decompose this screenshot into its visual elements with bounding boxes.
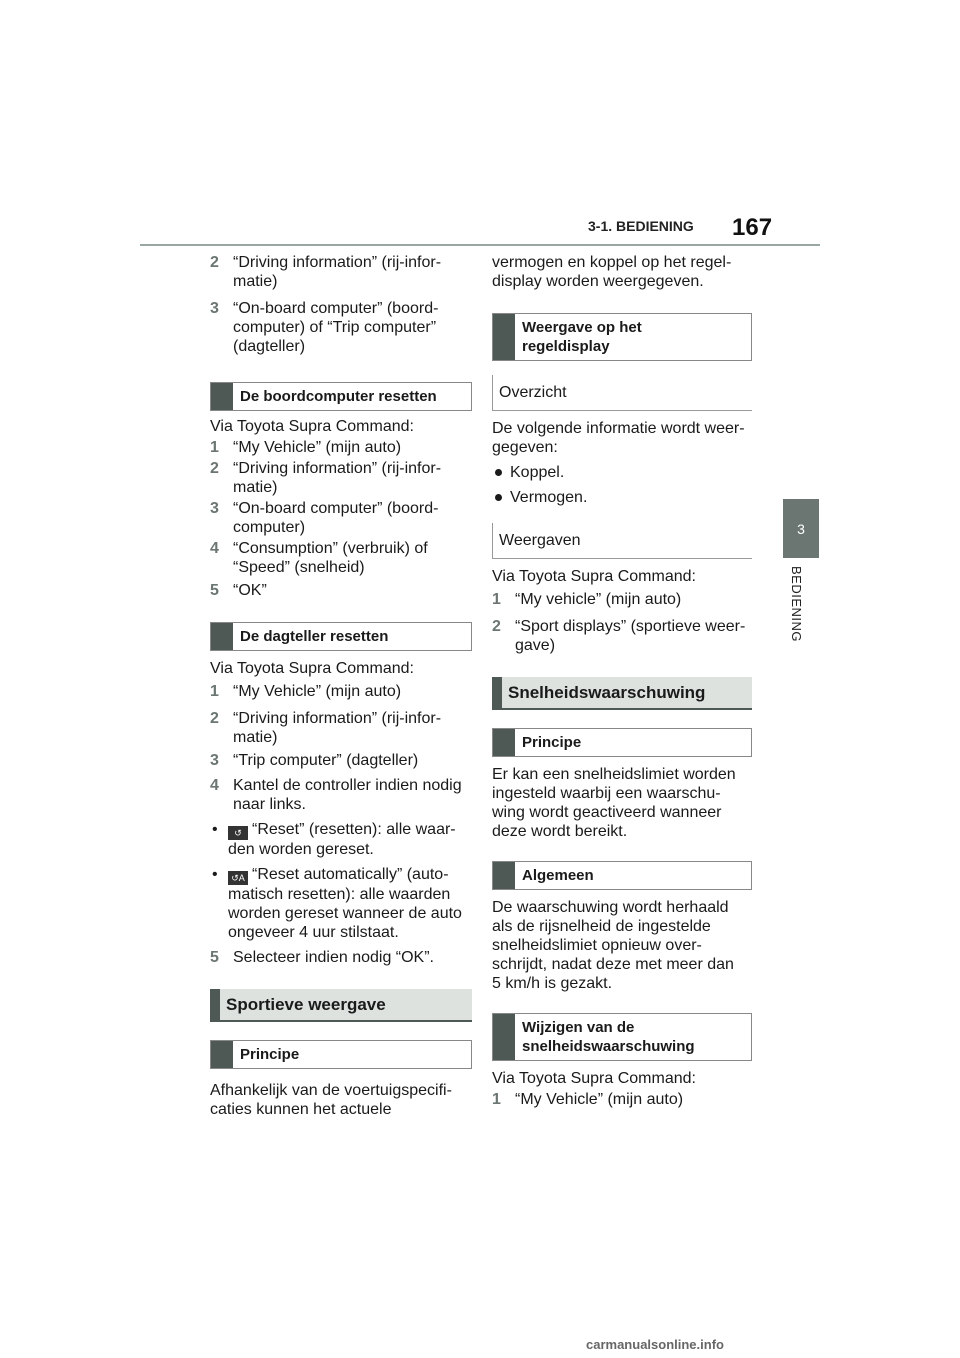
list-item: 2 “Sport displays” (sportieve weer- gave) [492,618,746,654]
list-item: 5 “OK” [210,582,267,599]
heading-principe: Principe [210,1040,472,1069]
list-item: 3 “On-board computer” (boord- computer) of “Trip computer” (dagteller) [210,300,439,355]
list-item: 4 Kantel de controller indien nodig naar links. [210,777,462,813]
paragraph: Via Toyota Supra Command: [492,568,696,585]
heading-dagteller-resetten: De dagteller resetten [210,622,472,651]
list-item: 4 “Consumption” (verbruik) of “Speed” (snelheid) [210,540,428,576]
list-item: 2 “Driving information” (rij-infor- matie) [210,710,442,746]
bullet-item: Vermogen. [492,488,752,507]
heading-boordcomputer-resetten: De boordcomputer resetten [210,382,472,411]
bullet-item: Koppel. [492,463,752,482]
page-number: 167 [732,214,773,241]
paragraph: Via Toyota Supra Command: [210,418,414,435]
heading-snelheidswaarschuwing: Snelheidswaarschuwing [492,677,752,710]
paragraph: vermogen en koppel op het regel- display worden weergegeven. [492,254,732,290]
list-item: 1 “My vehicle” (mijn auto) [492,591,682,608]
list-item: 3 “On-board computer” (boord- computer) [210,500,439,536]
heading-principe: Principe [492,728,752,757]
list-item: 5 Selecteer indien nodig “OK”. [210,949,434,966]
chapter-tab: 3 [783,499,819,558]
list-item: 2 “Driving information” (rij-infor- matie) [210,254,442,290]
heading-weergave-regeldisplay: Weergave op het regeldisplay [492,313,752,361]
auto-reset-icon: ↺A [228,871,248,885]
paragraph: De waarschuwing wordt herhaald als de rijsnelheid de ingestelde snelheidslimiet opnieuw over- schrijdt, nadat deze met meer dan 5 km/h is gezakt. [492,899,734,992]
paragraph: Via Toyota Supra Command: [210,660,414,677]
watermark-link[interactable]: carmanualsonline.info [586,1337,724,1352]
list-item: 3 “Trip computer” (dagteller) [210,752,419,769]
list-item: 1 “My Vehicle” (mijn auto) [492,1091,684,1108]
paragraph: Er kan een snelheidslimiet worden ingesteld waarbij een waarschu- wing wordt geactiveerd wanneer deze wordt bereikt. [492,766,736,840]
paragraph: Via Toyota Supra Command: [492,1070,696,1087]
list-item: 1 “My Vehicle” (mijn auto) [210,439,402,456]
list-item: 2 “Driving information” (rij-infor- matie) [210,460,442,496]
heading-wijzigen-snelheidswaarschuwing: Wijzigen van de snelheidswaarschuwing [492,1013,752,1061]
right-column [492,253,752,1109]
header-divider [140,244,820,246]
bullet-item: • ↺ “Reset” (resetten): alle waar- den worden gereset. [212,821,456,858]
section-title: 3-1. BEDIENING [588,218,694,234]
paragraph: Afhankelijk van de voertuigspecifi- caties kunnen het actuele [210,1082,452,1118]
subheading-weergaven: Weergaven [492,523,752,559]
list-item: 1 “My Vehicle” (mijn auto) [210,683,402,700]
paragraph: De volgende informatie wordt weer- gegeven: [492,420,745,456]
subheading-overzicht: Overzicht [492,375,752,411]
left-column [210,253,472,1119]
heading-algemeen: Algemeen [492,861,752,890]
heading-sportieve-weergave: Sportieve weergave [210,989,472,1022]
chapter-side-label: BEDIENING [789,566,804,643]
reset-icon: ↺ [228,826,248,840]
bullet-item: • ↺A “Reset automatically” (auto- matisch resetten): alle waarden worden gereset wanneer de auto ongeveer 4 uur stilstaat. [212,866,462,941]
